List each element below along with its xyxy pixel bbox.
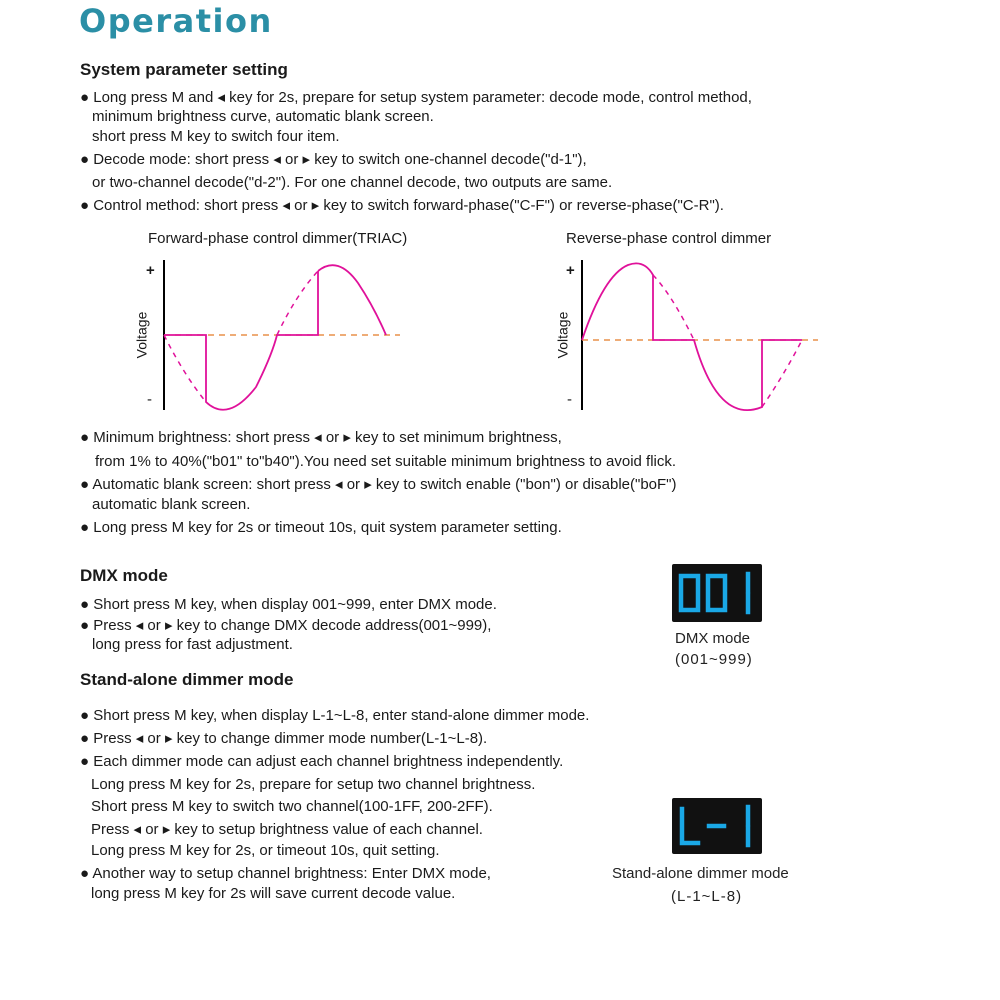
system-line: ● Long press M and ◂ key for 2s, prepare for setup system parameter: decode mode, control method, xyxy=(80,89,752,106)
system-line: ● Automatic blank screen: short press ◂ or ▸ key to switch enable ("bon") or disable("boF") xyxy=(80,476,677,493)
standalone-line: ● Press ◂ or ▸ key to change dimmer mode number(L-1~L-8). xyxy=(80,730,488,747)
standalone-line: Long press M key for 2s, prepare for setup two channel brightness. xyxy=(91,776,536,793)
forward-phase-diagram xyxy=(160,255,410,420)
standalone-heading: Stand-alone dimmer mode xyxy=(80,670,294,689)
standalone-line: Press ◂ or ▸ key to setup brightness value of each channel. xyxy=(91,821,483,838)
standalone-display-caption: Stand-alone dimmer mode xyxy=(612,865,789,882)
standalone-line: ● Another way to setup channel brightness: Enter DMX mode, xyxy=(80,865,491,882)
standalone-display-range: (L-1~L-8) xyxy=(671,888,743,905)
dmx-display-digits xyxy=(672,564,762,622)
system-line: automatic blank screen. xyxy=(92,496,251,513)
reverse-minus-label: - xyxy=(567,391,572,408)
forward-wave xyxy=(164,271,318,410)
dmx-line: ● Press ◂ or ▸ key to change DMX decode address(001~999), xyxy=(80,617,492,634)
system-line: ● Minimum brightness: short press ◂ or ▸ key to set minimum brightness, xyxy=(80,429,562,446)
dmx-display-range: (001~999) xyxy=(675,651,753,668)
digit-zero-1 xyxy=(681,576,698,610)
system-line: minimum brightness curve, automatic blank screen. xyxy=(92,108,434,125)
reverse-dashed-pos xyxy=(653,275,694,340)
dmx-heading: DMX mode xyxy=(80,566,168,585)
forward-dashed-pos xyxy=(277,271,318,335)
forward-diagram-caption: Forward-phase control dimmer(TRIAC) xyxy=(148,230,408,247)
system-line: ● Control method: short press ◂ or ▸ key to switch forward-phase("C-F") or reverse-phase("C-R"). xyxy=(80,197,724,214)
forward-minus-label: - xyxy=(147,391,152,408)
page-title: Operation xyxy=(79,2,273,40)
dmx-display-caption: DMX mode xyxy=(675,630,751,647)
standalone-line: long press M key for 2s will save current decode value. xyxy=(91,885,456,902)
system-line: ● Long press M key for 2s or timeout 10s, quit system parameter setting. xyxy=(80,519,562,536)
standalone-display xyxy=(672,798,762,854)
dmx-line: ● Short press M key, when display 001~999, enter DMX mode. xyxy=(80,596,497,613)
dmx-line: long press for fast adjustment. xyxy=(92,636,293,653)
reverse-dashed-neg xyxy=(762,340,802,407)
digit-zero-2 xyxy=(708,576,725,610)
reverse-diagram-caption: Reverse-phase control dimmer xyxy=(566,230,772,247)
standalone-line: Short press M key to switch two channel(100-1FF, 200-2FF). xyxy=(91,798,493,815)
reverse-plus-label: + xyxy=(566,262,575,279)
reverse-phase-diagram xyxy=(578,255,828,420)
system-heading: System parameter setting xyxy=(80,60,288,79)
system-line: from 1% to 40%("b01" to"b40").You need set suitable minimum brightness to avoid flick. xyxy=(95,453,677,470)
reverse-voltage-label: Voltage xyxy=(554,311,571,359)
forward-wave-tail xyxy=(318,265,386,335)
forward-plus-label: + xyxy=(146,262,155,279)
standalone-line: Long press M key for 2s, or timeout 10s, quit setting. xyxy=(91,842,440,859)
standalone-display-digits xyxy=(672,798,762,854)
digit-l xyxy=(682,809,698,843)
standalone-line: ● Each dimmer mode can adjust each channel brightness independently. xyxy=(80,753,564,770)
forward-voltage-label: Voltage xyxy=(133,311,150,359)
dmx-display xyxy=(672,564,762,622)
system-line: short press M key to switch four item. xyxy=(92,128,340,145)
forward-dashed-neg xyxy=(164,335,206,402)
system-line: or two-channel decode("d-2"). For one channel decode, two outputs are same. xyxy=(92,174,613,191)
system-line: ● Decode mode: short press ◂ or ▸ key to switch one-channel decode("d-1"), xyxy=(80,151,587,168)
standalone-line: ● Short press M key, when display L-1~L-8, enter stand-alone dimmer mode. xyxy=(80,707,590,724)
